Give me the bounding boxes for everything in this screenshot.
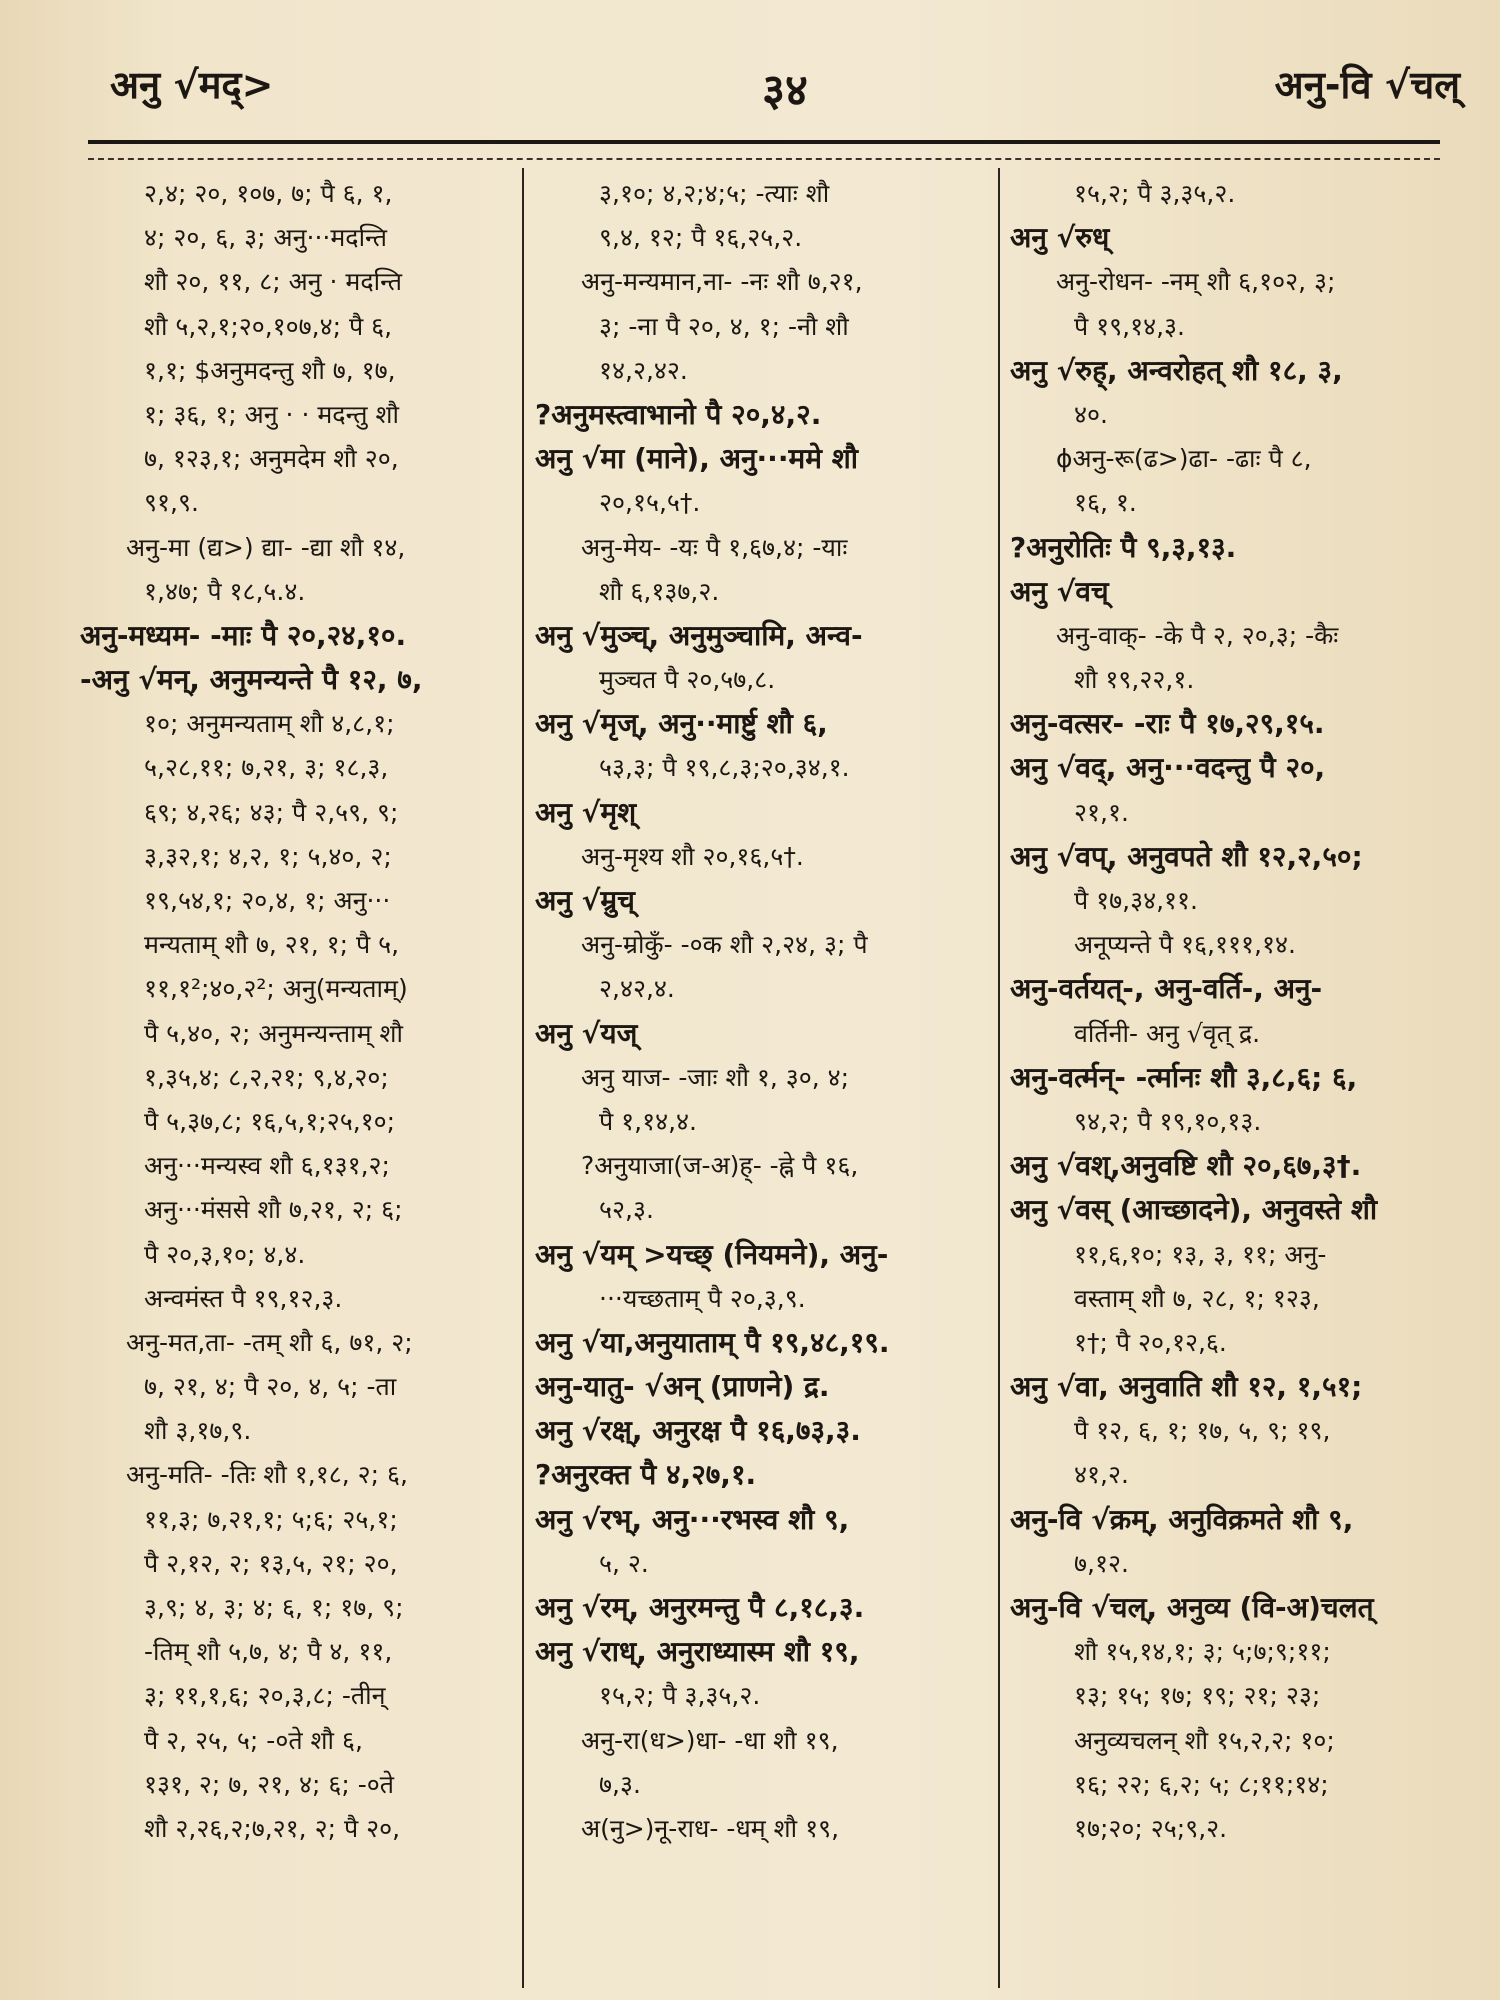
entry-text-line: अनुव्यचलन् शौ १५,२,२; १०; <box>1074 1725 1335 1755</box>
entry-text-line: पै १९,१४,३. <box>1074 311 1185 341</box>
entry-headword-line: अनु √राध्, अनुराध्यास्म शौ १९, <box>535 1635 860 1669</box>
entry-text-line: शौ १५,१४,१; ३; ५;७;९;११; <box>1074 1637 1331 1667</box>
column-divider <box>522 168 524 1988</box>
entry-text-line: १,३५,४; ८,२,२१; ९,४,२०; <box>144 1062 389 1092</box>
entry-text-line: ५३,३; पै १९,८,३;२०,३४,१. <box>599 753 850 783</box>
sub-entry-line: अनु-मेय- -यः पै १,६७,४; -याः <box>581 532 848 562</box>
entry-text-line: ७,३. <box>599 1769 641 1799</box>
entry-headword-line: अनु-वत्सर- -राः पै १७,२९,१५. <box>1010 707 1325 741</box>
entry-text-line: ३; -ना पै २०, ४, १; -नौ शौ <box>599 311 849 341</box>
column-2 <box>535 172 985 1982</box>
entry-text-line: पै २, २५, ५; -०ते शौ ६, <box>144 1725 363 1755</box>
entry-text-line: ३,३२,१; ४,२, १; ५,४०, २; <box>144 841 392 871</box>
entry-headword-line: अनु √मा (माने), अनु···ममे शौ <box>535 442 858 476</box>
entry-text-line: अनु···मन्यस्व शौ ६,१३१,२; <box>144 1151 390 1181</box>
entry-text-line: ४१,२. <box>1074 1460 1129 1490</box>
entry-text-line: शौ ५,२,१;२०,१०७,४; पै ६, <box>144 311 393 341</box>
sub-entry-line: अनु-मा (द्य>) द्या- -द्या शौ १४, <box>126 532 406 562</box>
sub-entry-line: अनु-मत,ता- -तम् शौ ६, ७१, २; <box>126 1327 413 1357</box>
entry-text-line: अन्वमंस्त पै १९,१२,३. <box>144 1283 343 1313</box>
entry-text-line: १४,२,४२. <box>599 355 688 385</box>
entry-text-line: ७, २१, ४; पै २०, ४, ५; -ता <box>144 1372 397 1402</box>
entry-text-line: २,४२,४. <box>599 974 675 1004</box>
entry-headword-line: अनु √रक्ष्, अनुरक्ष पै १६,७३,३. <box>535 1414 861 1448</box>
entry-text-line: शौ २०, ११, ८; अनु · मदन्ति <box>144 267 403 297</box>
header-left-catchword: अनु √मद्> <box>110 63 274 107</box>
header-wavy-rule <box>88 158 1440 168</box>
entry-text-line: १५,२; पै ३,३५,२. <box>1074 179 1236 208</box>
page-number: ३४ <box>762 65 808 116</box>
entry-text-line: २,४; २०, १०७, ७; पै ६, १, <box>144 179 393 208</box>
entry-headword-line: अनु √वश्,अनुवष्टि शौ २०,६७,३†. <box>1010 1149 1362 1183</box>
entry-headword-line: अनु √मुञ्च्, अनुमुञ्चामि, अन्व- <box>535 618 863 652</box>
entry-text-line: पै २०,३,१०; ४,४. <box>144 1239 306 1269</box>
entry-text-line: १०; अनुमन्यताम् शौ ४,८,१; <box>144 709 395 739</box>
entry-text-line: ११,१²;४०,२²; अनु(मन्यताम्) <box>144 974 408 1004</box>
entry-text-line: ३,१०; ४,२;४;५; -त्याः शौ <box>599 179 830 208</box>
entry-text-line: शौ १९,२२,१. <box>1074 665 1195 695</box>
entry-text-line: ९४,२; पै १९,१०,१३. <box>1074 1106 1262 1136</box>
entry-text-line: वस्ताम् शौ ७, २८, १; १२३, <box>1074 1283 1320 1313</box>
page-header <box>110 58 1460 128</box>
entry-text-line: १३१, २; ७, २१, ४; ६; -०ते <box>144 1769 395 1799</box>
entry-text-line: १†; पै २०,१२,६. <box>1074 1327 1227 1357</box>
entry-headword-line: अनु √मृश् <box>535 795 637 829</box>
entry-headword-line: अनु-मध्यम- -माः पै २०,२४,१०. <box>80 618 407 652</box>
entry-headword-line: -अनु √मन्, अनुमन्यन्ते पै १२, ७, <box>80 663 423 697</box>
entry-text-line: मुञ्चत पै २०,५७,८. <box>599 665 776 695</box>
sub-entry-line: अनु-मृश्य शौ २०,१६,५†. <box>581 841 804 871</box>
entry-headword-line: अनु √रम्, अनुरमन्तु पै ८,१८,३. <box>535 1591 865 1624</box>
entry-text-line: ५,२८,११; ७,२१, ३; १८,३, <box>144 753 389 783</box>
entry-text-line: १९,५४,१; २०,४, १; अनु··· <box>144 886 391 915</box>
entry-text-line: ४; २०, ६, ३; अनु···मदन्ति <box>144 223 387 253</box>
entry-text-line: १; ३६, १; अनु · · मदन्तु शौ <box>144 399 399 429</box>
entry-headword-line: अनु √रुह्, अन्वरोहत् शौ १८, ३, <box>1010 353 1343 387</box>
sub-entry-line: ?अनुयाजा(ज-अ)ह्- -ह्ने पै १६, <box>581 1151 859 1181</box>
entry-text-line: वर्तिनी- अनु √वृत् द्र. <box>1074 1018 1261 1048</box>
sub-entry-line: अनु याज- -जाः शौ १, ३०, ४; <box>581 1062 850 1092</box>
entry-headword-line: अनु √वा, अनुवाति शौ १२, १,५१; <box>1010 1370 1363 1404</box>
entry-text-line: ३; ११,१,६; २०,३,८; -तीन् <box>144 1681 386 1711</box>
entry-text-line: पै १,१४,४. <box>599 1106 697 1136</box>
entry-headword-line: अनु-यातु- √अन् (प्राणने) द्र. <box>535 1370 830 1404</box>
entry-text-line: १६, १. <box>1074 488 1137 518</box>
entry-headword-line: ?अनुरोतिः पै ९,३,१३. <box>1010 530 1237 564</box>
entry-text-line: ६९; ४,२६; ४३; पै २,५९, ९; <box>144 797 399 827</box>
entry-text-line: मन्यताम् शौ ७, २१, १; पै ५, <box>144 930 400 960</box>
entry-text-line: शौ ६,१३७,२. <box>599 576 720 606</box>
sub-entry-line: अनु-रा(ध>)धा- -धा शौ १९, <box>581 1725 839 1755</box>
entry-text-line: २१,१. <box>1074 797 1129 827</box>
header-right-catchword: अनु-वि √चल् <box>1274 63 1460 107</box>
entry-text-line: १६; २२; ६,२; ५; ८;११;१४; <box>1074 1769 1329 1799</box>
entry-text-line: शौ २,२६,२;७,२१, २; पै २०, <box>144 1813 401 1843</box>
entry-headword-line: अनु √या,अनुयाताम् पै १९,४८,१९. <box>535 1325 890 1359</box>
entry-text-line: २०,१५,५†. <box>599 488 701 518</box>
entry-headword-line: अनु √यज् <box>535 1016 638 1050</box>
entry-text-line: १,१; $अनुमदन्तु शौ ७, १७, <box>144 355 396 385</box>
sub-entry-line: अनु-म्रोकुँ- -०क शौ २,२४, ३; पै <box>581 930 868 960</box>
entry-text-line: ११,६,१०; १३, ३, ११; अनु- <box>1074 1239 1327 1269</box>
sub-entry-line: ϕअनु-रू(ढ>)ढा- -ढाः पै ८, <box>1056 444 1312 474</box>
entry-text-line: पै १७,३४,११. <box>1074 886 1198 915</box>
entry-text-line: पै ५,४०, २; अनुमन्यन्ताम् शौ <box>144 1018 403 1048</box>
entry-text-line: १३; १५; १७; १९; २१; २३; <box>1074 1681 1321 1711</box>
entry-text-line: ९,४, १२; पै १६,२५,२. <box>599 223 803 253</box>
column-3 <box>1010 172 1470 1982</box>
column-1 <box>80 172 510 1982</box>
entry-text-line: अनु···मंससे शौ ७,२१, २; ६; <box>144 1195 403 1225</box>
sub-entry-line: अ(नु>)नू-राध- -धम् शौ १९, <box>581 1813 840 1843</box>
entry-headword-line: अनु-वर्त्मन्- -र्त्मानः शौ ३,८,६; ६, <box>1010 1060 1358 1094</box>
sub-entry-line: अनु-रोधन- -नम् शौ ६,१०२, ३; <box>1056 267 1336 297</box>
entry-text-line: १७;२०; २५;९,२. <box>1074 1813 1228 1843</box>
entry-text-line: ४०. <box>1074 399 1108 429</box>
entry-text-line: पै १२, ६, १; १७, ५, ९; १९, <box>1074 1416 1331 1446</box>
sub-entry-line: अनु-मति- -तिः शौ १,१८, २; ६, <box>126 1460 408 1490</box>
sub-entry-line: अनु-मन्यमान,ना- -नः शौ ७,२१, <box>581 267 863 297</box>
entry-text-line: अनूप्यन्ते पै १६,१११,१४. <box>1074 930 1296 960</box>
entry-headword-line: अनु √वस् (आच्छादने), अनुवस्ते शौ <box>1010 1193 1378 1227</box>
entry-headword-line: अनु √वद्, अनु···वदन्तु पै २०, <box>1010 751 1326 785</box>
entry-headword-line: ?अनुमस्त्वाभानो पै २०,४,२. <box>535 397 822 431</box>
entry-headword-line: अनु √वप्, अनुवपते शौ १२,२,५०; <box>1010 839 1363 873</box>
entry-text-line: १५,२; पै ३,३५,२. <box>599 1681 761 1711</box>
entry-headword-line: अनु √रभ्, अनु···रभस्व शौ ९, <box>535 1502 850 1536</box>
entry-text-line: ११,३; ७,२१,१; ५;६; २५,१; <box>144 1504 398 1534</box>
entry-text-line: पै २,१२, २; १३,५, २१; २०, <box>144 1548 398 1578</box>
entry-text-line: १,४७; पै १८,५.४. <box>144 576 306 606</box>
entry-text-line: ···यच्छताम् पै २०,३,९. <box>599 1283 806 1313</box>
entry-text-line: ७,१२. <box>1074 1548 1129 1578</box>
entry-text-line: ५, २. <box>599 1548 649 1578</box>
entry-text-line: ७, १२३,१; अनुमदेम शौ २०, <box>144 444 399 474</box>
entry-headword-line: अनु √मृज्, अनु··मार्ष्टु शौ ६, <box>535 707 828 741</box>
entry-text-line: -तिम् शौ ५,७, ४; पै ४, ११, <box>144 1637 393 1667</box>
entry-headword-line: ?अनुरक्त पै ४,२७,१. <box>535 1458 757 1492</box>
column-divider <box>998 168 1000 1988</box>
entry-headword-line: अनु √वच् <box>1010 574 1109 608</box>
entry-text-line: शौ ३,१७,९. <box>144 1416 252 1446</box>
sub-entry-line: अनु-वाक्- -के पै २, २०,३; -कैः <box>1056 620 1339 650</box>
entry-text-line: ९१,९. <box>144 488 199 518</box>
entry-headword-line: अनु √म्रुच् <box>535 884 635 917</box>
entry-headword-line: अनु √रुध् <box>1010 221 1110 255</box>
entry-text-line: ५२,३. <box>599 1195 654 1225</box>
entry-headword-line: अनु-वि √चल्, अनुव्य (वि-अ)चलत् <box>1010 1591 1374 1624</box>
entry-text-line: ३,९; ४, ३; ४; ६, १; १७, ९; <box>144 1593 404 1622</box>
entry-text-line: पै ५,३७,८; १६,५,१;२५,१०; <box>144 1106 396 1136</box>
header-rule <box>88 140 1440 144</box>
entry-headword-line: अनु-वर्तयत्-, अनु-वर्ति-, अनु- <box>1010 972 1323 1006</box>
entry-headword-line: अनु √यम् >यच्छ् (नियमने), अनु- <box>535 1237 889 1271</box>
entry-headword-line: अनु-वि √क्रम्, अनुविक्रमते शौ ९, <box>1010 1502 1354 1536</box>
